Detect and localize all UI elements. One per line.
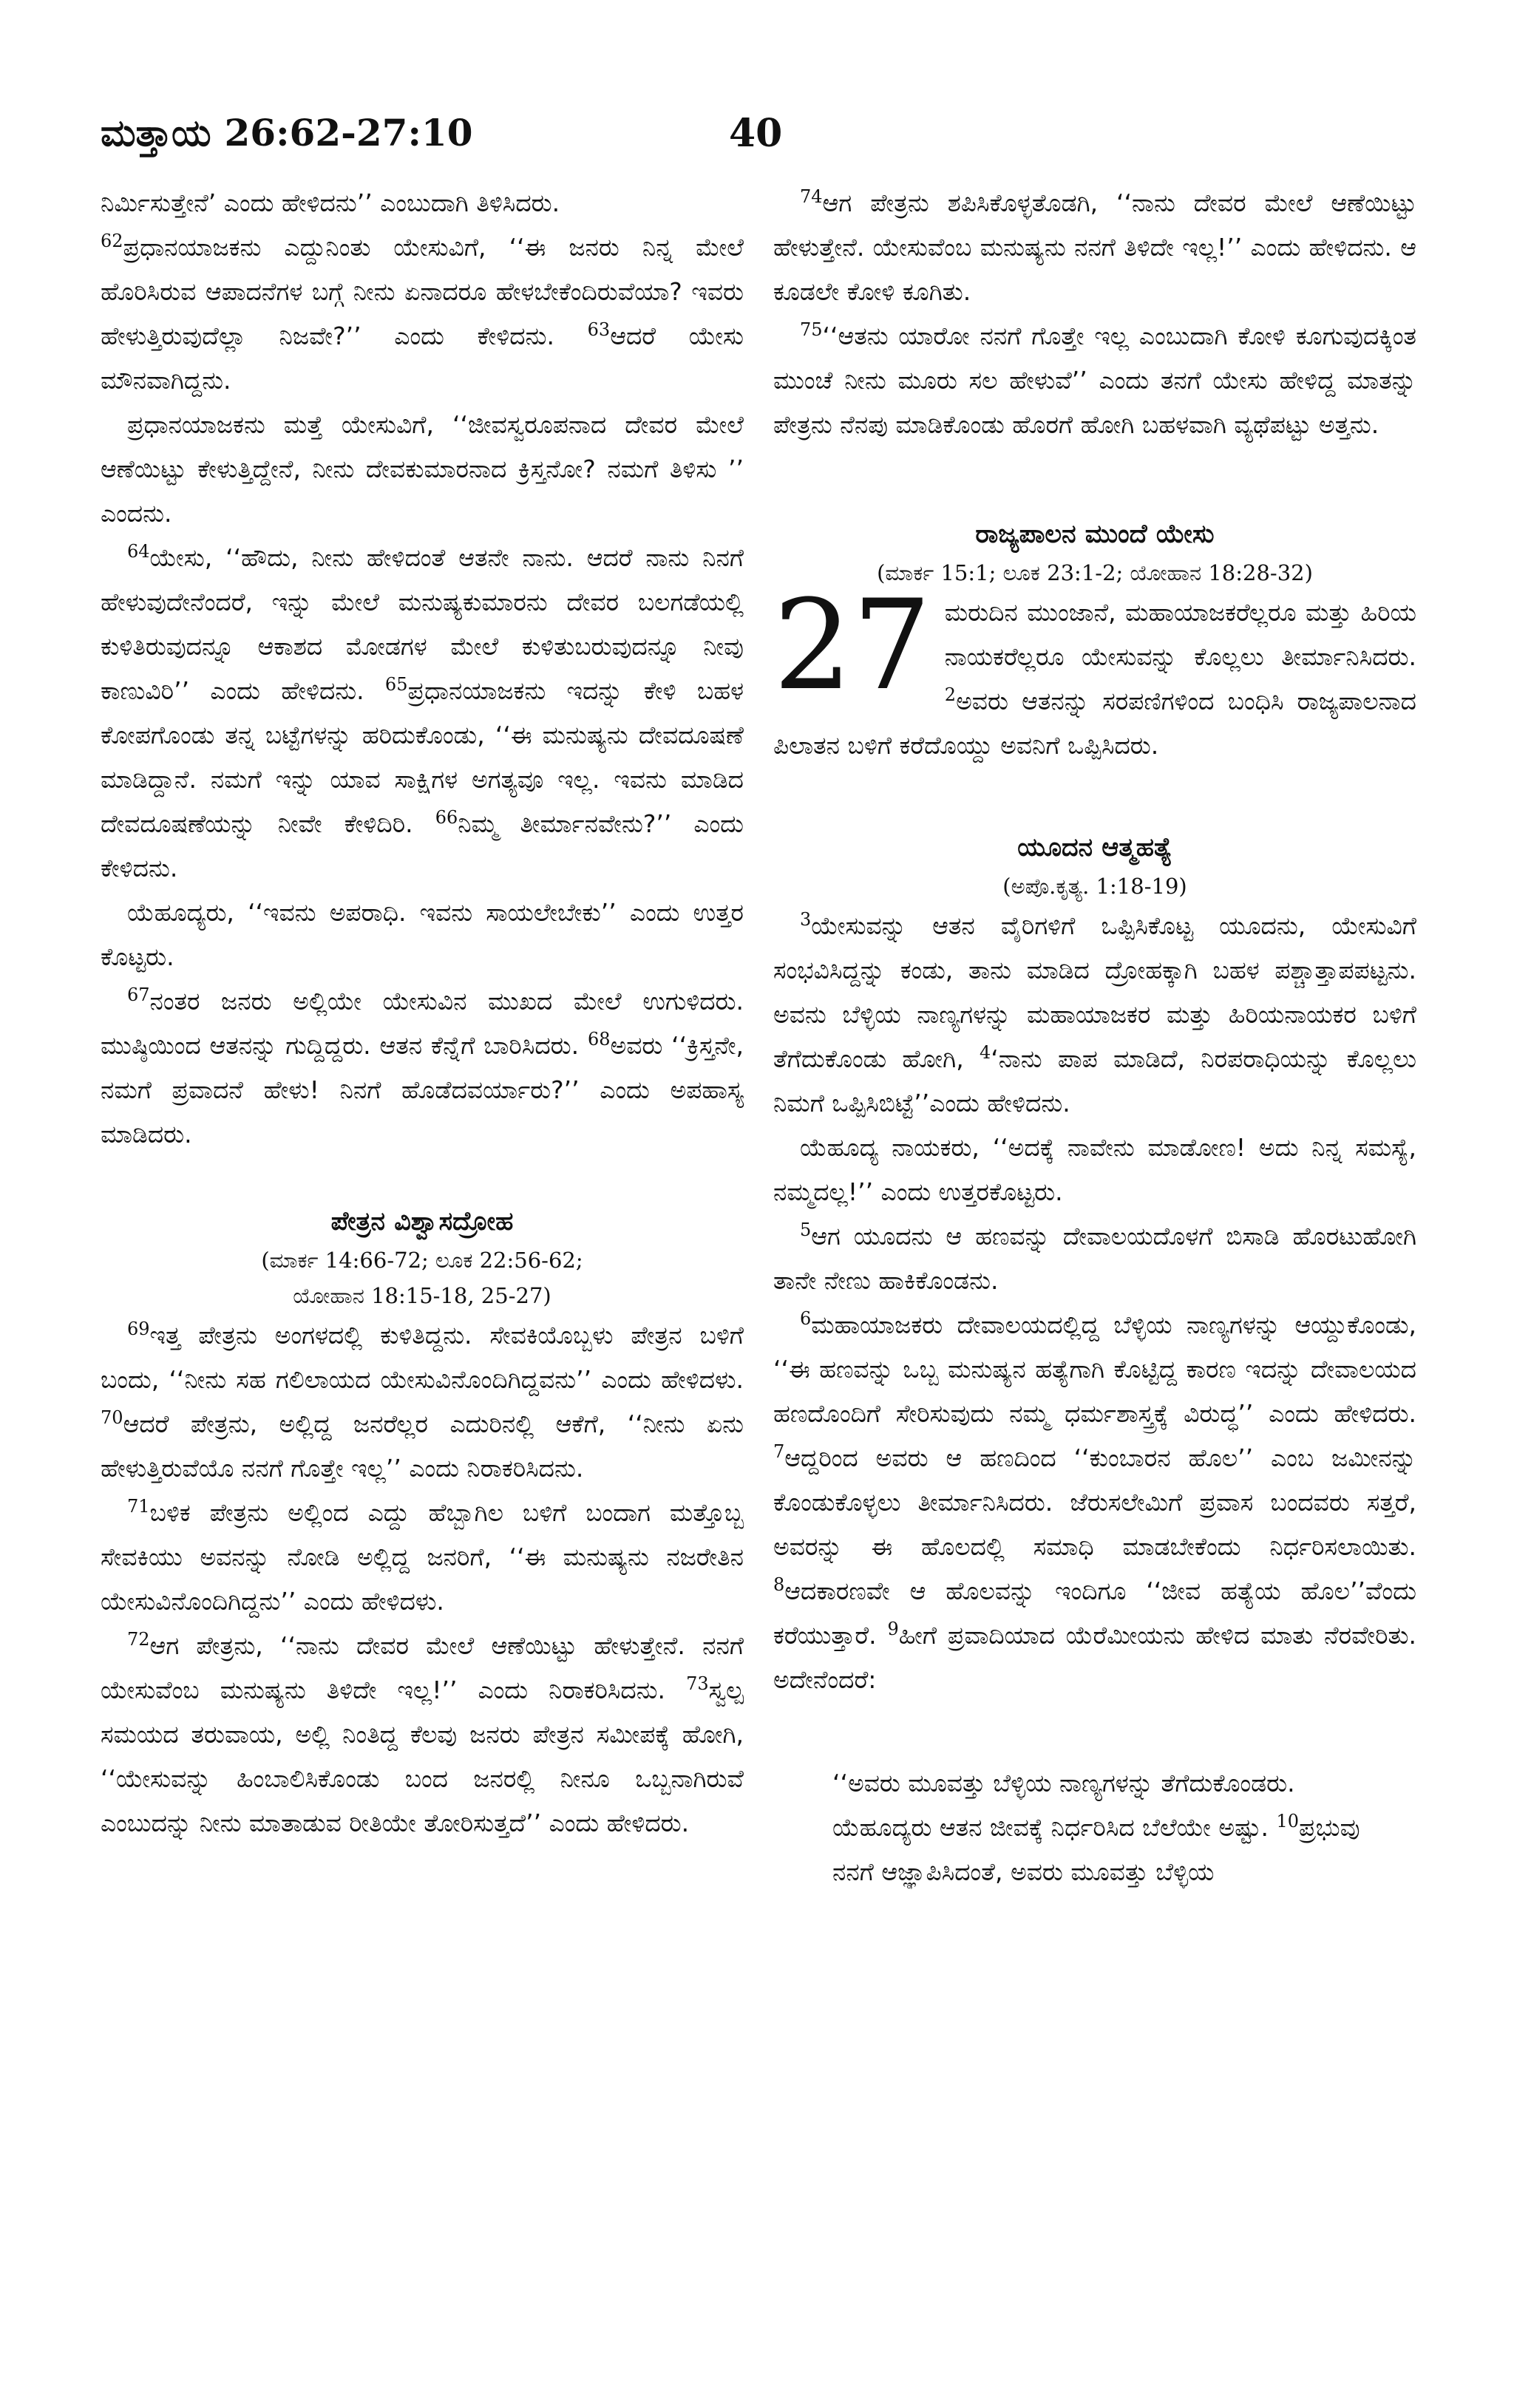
verse-text: ಹೀಗೆ ಪ್ರವಾದಿಯಾದ ಯೆರೆಮೀಯನು ಹೇಳಿದ ಮಾತು ನೆರವೇರಿತು. ಅದೇನೆಂದರೆ: xyxy=(773,1621,1416,1694)
verse-number: 7 xyxy=(773,1441,785,1462)
verse-number: 4 xyxy=(979,1042,991,1063)
section-heading: ರಾಜ್ಯಪಾಲನ ಮುಂದೆ ಯೇಸು xyxy=(975,520,1215,549)
paragraph: ನಿರ್ಮಿಸುತ್ತೇನೆ’ ಎಂದು ಹೇಳಿದನು’’ ಎಂಬುದಾಗಿ ತಿಳಿಸಿದರು. xyxy=(101,188,560,217)
verse-text: ಆದಕಾರಣವೇ ಆ ಹೊಲವನ್ನು ಇಂದಿಗೂ ‘‘ಜೀವ ಹತ್ಯೆಯ ಹೊಲ’’ವೆಂದು ಕರೆಯುತ್ತಾರೆ. xyxy=(773,1577,1416,1650)
verse-number: 62 xyxy=(101,231,123,251)
verse-text: ಯೇಸು, ‘‘ಹೌದು, ನೀನು ಹೇಳಿದಂತೆ ಆತನೇ ನಾನು. ಆದರೆ ನಾನು ನಿನಗೆ ಹೇಳುವುದೇನೆಂದರೆ, ಇನ್ನು ಮೇಲೆ ಮನುಷ್ಯಕುಮಾರನು ದೇವರ ಬಲಗಡೆಯಲ್ಲಿ ಕುಳಿತಿರುವುದನ್ನೂ ಆಕಾಶದ ಮೋಡಗಳ ಮೇಲೆ ಕುಳಿತುಬರುವುದನ್ನೂ ನೀವು ಕಾಣುವಿರಿ’’ ಎಂದು ಹೇಳಿದನು. xyxy=(101,543,744,705)
running-head xyxy=(101,111,473,155)
verse-number: 67 xyxy=(127,984,150,1005)
verse-text: ಆಗ ಪೇತ್ರನು, ‘‘ನಾನು ದೇವರ ಮೇಲೆ ಆಣೆಯಿಟ್ಟು ಹೇಳುತ್ತೇನೆ. ನನಗೆ ಯೇಸುವೆಂಬ ಮನುಷ್ಯನು ತಿಳಿದೇ ಇಲ್ಲ!’’ ಎಂದು ನಿರಾಕರಿಸಿದನು. xyxy=(101,1631,744,1704)
verse-number: 66 xyxy=(435,807,458,828)
verse-69 xyxy=(101,1313,744,1491)
verse-text: ಆದರೆ ಯೇಸು ಮೌನವಾಗಿದ್ದನು. xyxy=(101,322,744,395)
verse-text: ನಿಮ್ಮ ತೀರ್ಮಾನವೇನು?’’ ಎಂದು ಕೇಳಿದನು. xyxy=(101,809,744,882)
verse-text: ಅವರು ಆತನನ್ನು ಸರಪಣಿಗಳಿಂದ ಬಂಧಿಸಿ ರಾಜ್ಯಪಾಲನಾದ ಪಿಲಾತನ ಬಳಿಗೆ ಕರೆದೊಯ್ದು ಅವನಿಗೆ ಒಪ್ಪಿಸಿದರು. xyxy=(773,687,1416,760)
chapter-number: 27 xyxy=(773,573,931,718)
page-header xyxy=(101,111,1416,170)
paragraph: ಪ್ರಧಾನಯಾಜಕನು ಮತ್ತೆ ಯೇಸುವಿಗೆ, ‘‘ಜೀವಸ್ವರೂಪನಾದ ದೇವರ ಮೇಲೆ ಆಣೆಯಿಟ್ಟು ಕೇಳುತ್ತಿದ್ದೇನೆ, ನೀನು ದೇವಕುಮಾರನಾದ ಕ್ರಿಸ್ತನೋ? ನಮಗೆ ತಿಳಿಸು ’’ ಎಂದನು. xyxy=(101,410,744,528)
cross-reference: (ಅಪೊ.ಕೃತ್ಯ. 1:18-19) xyxy=(1002,874,1187,899)
verse-text: ಬಳಿಕ ಪೇತ್ರನು ಅಲ್ಲಿಂದ ಎದ್ದು ಹೆಬ್ಬಾಗಿಲ ಬಳಿಗೆ ಬಂದಾಗ ಮತ್ತೊಬ್ಬ ಸೇವಕಿಯು ಅವನನ್ನು ನೋಡಿ ಅಲ್ಲಿದ್ದ ಜನರಿಗೆ, ‘‘ಈ ಮನುಷ್ಯನು ನಜರೇತಿನ ಯೇಸುವಿನೊಂದಿಗಿದ್ದನು’’ ಎಂದು ಹೇಳಿದಳು. xyxy=(101,1498,744,1616)
verse-number: 71 xyxy=(127,1496,150,1517)
verse-71 xyxy=(101,1491,744,1624)
verse-number: 70 xyxy=(101,1407,123,1428)
verse-text: ಆಗ ಯೂದನು ಆ ಹಣವನ್ನು ದೇವಾಲಯದೊಳಗೆ ಬಿಸಾಡಿ ಹೊರಟುಹೋಗಿ ತಾನೇ ನೇಣು ಹಾಕಿಕೊಂಡನು. xyxy=(773,1222,1416,1295)
cross-reference: (ಮಾರ್ಕ 14:66-72; ಲೂಕ 22:56-62; xyxy=(261,1248,583,1273)
verse-number: 63 xyxy=(587,319,611,340)
verse-number: 75 xyxy=(800,319,823,340)
verse-number: 9 xyxy=(887,1619,899,1639)
paragraph: ಯೆಹೂದ್ಯ ನಾಯಕರು, ‘‘ಅದಕ್ಕೆ ನಾವೇನು ಮಾಡೋಣ! ಅದು ನಿನ್ನ ಸಮಸ್ಯೆ, ನಮ್ಮದಲ್ಲ!’’ ಎಂದು ಉತ್ತರಕೊಟ್ಟರು. xyxy=(773,1133,1416,1206)
verse-text: ಪ್ರಧಾನಯಾಜಕನು ಇದನ್ನು ಕೇಳಿ ಬಹಳ ಕೋಪಗೊಂಡು ತನ್ನ ಬಟ್ಟೆಗಳನ್ನು ಹರಿದುಕೊಂಡು, ‘‘ಈ ಮನುಷ್ಯನು ದೇವದೂಷಣೆ ಮಾಡಿದ್ದಾನೆ. ನಮಗೆ ಇನ್ನು ಯಾವ ಸಾಕ್ಷಿಗಳ ಅಗತ್ಯವೂ ಇಲ್ಲ. ಇವನು ಮಾಡಿದ ದೇವದೂಷಣೆಯನ್ನು ನೀವೇ ಕೇಳಿದಿರಿ. xyxy=(101,676,744,838)
verse-67 xyxy=(101,979,744,1157)
quote-text xyxy=(832,1761,1372,1894)
verse-number: 3 xyxy=(800,909,812,930)
verse-text: ಯೇಸುವನ್ನು ಆತನ ವೈರಿಗಳಿಗೆ ಒಪ್ಪಿಸಿಕೊಟ್ಟ ಯೂದನು, ಯೇಸುವಿಗೆ ಸಂಭವಿಸಿದ್ದನ್ನು ಕಂಡು, ತಾನು ಮಾಡಿದ ದ್ರೋಹಕ್ಕಾಗಿ ಬಹಳ ಪಶ್ಚಾತ್ತಾಪಪಟ್ಟನು. ಅವನು ಬೆಳ್ಳಿಯ ನಾಣ್ಯಗಳನ್ನು ಮಹಾಯಾಜಕರ ಮತ್ತು ಹಿರಿಯನಾಯಕರ ಬಳಿಗೆ ತೆಗೆದುಕೊಂಡು ಹೋಗಿ, xyxy=(773,911,1416,1073)
cross-reference: ಯೋಹಾನ 18:15-18, 25-27) xyxy=(293,1283,551,1308)
page-number: 40 xyxy=(729,111,783,156)
quote-line: ‘‘ಅವರು ಮೂವತ್ತು ಬೆಳ್ಳಿಯ ನಾಣ್ಯಗಳನ್ನು ತೆಗೆದುಕೊಂಡರು. ಯೆಹೂದ್ಯರು ಆತನ ಜೀವಕ್ಕೆ ನಿರ್ಧರಿಸಿದ ಬೆಲೆಯೇ ಅಷ್ಟು. xyxy=(832,1769,1295,1842)
verse-number: 68 xyxy=(587,1029,611,1050)
chapter-opening xyxy=(773,573,1416,768)
verse-text: ನಂತರ ಜನರು ಅಲ್ಲಿಯೇ ಯೇಸುವಿನ ಮುಖದ ಮೇಲೆ ಉಗುಳಿದರು. ಮುಷ್ಠಿಯಿಂದ ಆತನನ್ನು ಗುದ್ದಿದ್ದರು. ಆತನ ಕೆನ್ನೆಗೆ ಬಾರಿಸಿದರು. xyxy=(101,987,744,1060)
verse-6 xyxy=(773,1303,1416,1702)
verse-number: 10 xyxy=(1276,1811,1299,1831)
verse-number: 69 xyxy=(127,1319,150,1339)
left-column xyxy=(101,181,744,1846)
verse-text: ಪ್ರಧಾನಯಾಜಕನು ಎದ್ದುನಿಂತು ಯೇಸುವಿಗೆ, ‘‘ಈ ಜನರು ನಿನ್ನ ಮೇಲೆ ಹೊರಿಸಿರುವ ಆಪಾದನೆಗಳ ಬಗ್ಗೆ ನೀನು ಏನಾದರೂ ಹೇಳಬೇಕೆಂದಿರುವೆಯಾ? ಇವರು ಹೇಳುತ್ತಿರುವುದೆಲ್ಲಾ ನಿಜವೇ?’’ ಎಂದು ಕೇಳಿದನು. xyxy=(101,233,744,350)
verse-3 xyxy=(773,904,1416,1126)
verse-text: ಅವರು ‘‘ಕ್ರಿಸ್ತನೇ, ನಮಗೆ ಪ್ರವಾದನೆ ಹೇಳು! ನಿನಗೆ ಹೊಡೆದವರ್ಯಾರು?’’ ಎಂದು ಅಪಹಾಸ್ಯ ಮಾಡಿದರು. xyxy=(101,1031,744,1149)
verse-text: ಮರುದಿನ ಮುಂಜಾನೆ, ಮಹಾಯಾಜಕರೆಲ್ಲರೂ ಮತ್ತು ಹಿರಿಯ ನಾಯಕರೆಲ್ಲರೂ ಯೇಸುವನ್ನು ಕೊಲ್ಲಲು ತೀರ್ಮಾನಿಸಿದರು. xyxy=(944,598,1416,671)
verse-64 xyxy=(101,536,744,891)
section-heading: ಯೂದನ ಆತ್ಮಹತ್ಯೆ xyxy=(1017,833,1172,863)
verse-number: 73 xyxy=(686,1673,709,1694)
verse-74 xyxy=(773,181,1416,314)
verse-text: ಆದರೆ ಪೇತ್ರನು, ಅಲ್ಲಿದ್ದ ಜನರೆಲ್ಲರ ಎದುರಿನಲ್ಲಿ ಆಕೆಗೆ, ‘‘ನೀನು ಏನು ಹೇಳುತ್ತಿರುವೆಯೊ ನನಗೆ ಗೊತ್ತೇ ಇಲ್ಲ’’ ಎಂದು ನಿರಾಕರಿಸಿದನು. xyxy=(101,1409,744,1483)
verse-72 xyxy=(101,1624,744,1846)
verse-text: ಮಹಾಯಾಜಕರು ದೇವಾಲಯದಲ್ಲಿದ್ದ ಬೆಳ್ಳಿಯ ನಾಣ್ಯಗಳನ್ನು ಆಯ್ದುಕೊಂಡು, ‘‘ಈ ಹಣವನ್ನು ಒಬ್ಬ ಮನುಷ್ಯನ ಹತ್ಯೆಗಾಗಿ ಕೊಟ್ಟಿದ್ದ ಕಾರಣ ಇದನ್ನು ದೇವಾಲಯದ ಹಣದೊಂದಿಗೆ ಸೇರಿಸುವುದು ನಮ್ಮ ಧರ್ಮಶಾಸ್ತ್ರಕ್ಕೆ ವಿರುದ್ಧ’’ ಎಂದು ಹೇಳಿದರು. xyxy=(773,1310,1416,1428)
verse-75 xyxy=(773,314,1416,447)
verse-62 xyxy=(101,225,744,403)
verse-number: 72 xyxy=(127,1629,150,1650)
section-heading: ಪೇತ್ರನ ವಿಶ್ವಾಸದ್ರೋಹ xyxy=(330,1207,514,1237)
verse-text: ‘ನಾನು ಪಾಪ ಮಾಡಿದೆ, ನಿರಪರಾಧಿಯನ್ನು ಕೊಲ್ಲಲು ನಿಮಗೆ ಒಪ್ಪಿಸಿಬಿಟ್ಟೆ’’ಎಂದು ಹೇಳಿದನು. xyxy=(773,1044,1416,1118)
verse-number: 6 xyxy=(800,1308,812,1329)
verse-text: ಆಗ ಪೇತ್ರನು ಶಪಿಸಿಕೊಳ್ಳತೊಡಗಿ, ‘‘ನಾನು ದೇವರ ಮೇಲೆ ಆಣೆಯಿಟ್ಟು ಹೇಳುತ್ತೇನೆ. ಯೇಸುವೆಂಬ ಮನುಷ್ಯನು ನನಗೆ ತಿಳಿದೇ ಇಲ್ಲ!’’ ಎಂದು ಹೇಳಿದನು. ಆ ಕೂಡಲೇ ಕೋಳಿ ಕೂಗಿತು. xyxy=(773,188,1416,306)
verse-number: 64 xyxy=(127,541,150,562)
verse-text: ಸ್ವಲ್ಪ ಸಮಯದ ತರುವಾಯ, ಅಲ್ಲಿ ನಿಂತಿದ್ದ ಕೆಲವು ಜನರು ಪೇತ್ರನ ಸಮೀಪಕ್ಕೆ ಹೋಗಿ, ‘‘ಯೇಸುವನ್ನು ಹಿಂಬಾಲಿಸಿಕೊಂಡು ಬಂದ ಜನರಲ್ಲಿ ನೀನೂ ಒಬ್ಬನಾಗಿರುವೆ ಎಂಬುದನ್ನು ನೀನು ಮಾತಾಡುವ ರೀತಿಯೇ ತೋರಿಸುತ್ತದೆ’’ ಎಂದು ಹೇಳಿದರು. xyxy=(101,1676,744,1837)
verse-5 xyxy=(773,1214,1416,1303)
quote-line: ಪ್ರಭುವು ನನಗೆ ಆಜ್ಞಾಪಿಸಿದಂತೆ, ಅವರು ಮೂವತ್ತು ಬೆಳ್ಳಿಯ xyxy=(832,1813,1360,1886)
verse-text: ಆದ್ದರಿಂದ ಅವರು ಆ ಹಣದಿಂದ ‘‘ಕುಂಬಾರನ ಹೊಲ’’ ಎಂಬ ಜಮೀನನ್ನು ಕೊಂಡುಕೊಳ್ಳಲು ತೀರ್ಮಾನಿಸಿದರು. ಜೆರುಸಲೇಮಿಗೆ ಪ್ರವಾಸ ಬಂದವರು ಸತ್ತರೆ, ಅವರನ್ನು ಈ ಹೊಲದಲ್ಲಿ ಸಮಾಧಿ ಮಾಡಬೇಕೆಂದು ನಿರ್ಧರಿಸಲಾಯಿತು. xyxy=(773,1443,1416,1561)
verse-number: 5 xyxy=(800,1220,812,1240)
cross-reference: (ಮಾರ್ಕ 15:1; ಲೂಕ 23:1-2; ಯೋಹಾನ 18:28-32) xyxy=(877,560,1313,585)
verse-number: 74 xyxy=(800,186,823,207)
verse-number: 65 xyxy=(384,674,408,695)
verse-text: ‘‘ಆತನು ಯಾರೋ ನನಗೆ ಗೊತ್ತೇ ಇಲ್ಲ ಎಂಬುದಾಗಿ ಕೋಳಿ ಕೂಗುವುದಕ್ಕಿಂತ ಮುಂಚೆ ನೀನು ಮೂರು ಸಲ ಹೇಳುವೆ’’ ಎಂದು ತನಗೆ ಯೇಸು ಹೇಳಿದ್ದ ಮಾತನ್ನು ಪೇತ್ರನು ನೆನಪು ಮಾಡಿಕೊಂಡು ಹೊರಗೆ ಹೋಗಿ ಬಹಳವಾಗಿ ವ್ಯಥೆಪಟ್ಟು ಅತ್ತನು. xyxy=(773,322,1416,439)
chapter-reference: 26:62-27:10 xyxy=(224,111,473,154)
verse-number: 8 xyxy=(773,1574,785,1595)
verse-text: ಇತ್ತ ಪೇತ್ರನು ಅಂಗಳದಲ್ಲಿ ಕುಳಿತಿದ್ದನು. ಸೇವಕಿಯೊಬ್ಬಳು ಪೇತ್ರನ ಬಳಿಗೆ ಬಂದು, ‘‘ನೀನು ಸಹ ಗಲಿಲಾಯದ ಯೇಸುವಿನೊಂದಿಗಿದ್ದವನು’’ ಎಂದು ಹೇಳಿದಳು. xyxy=(101,1321,744,1394)
poetry-quote xyxy=(832,1761,1372,1894)
right-column xyxy=(773,181,1416,1894)
paragraph: ಯೆಹೂದ್ಯರು, ‘‘ಇವನು ಅಪರಾಧಿ. ಇವನು ಸಾಯಲೇಬೇಕು’’ ಎಂದು ಉತ್ತರ ಕೊಟ್ಟರು. xyxy=(101,898,744,971)
verse-number: 2 xyxy=(944,684,957,705)
book-name: ಮತ್ತಾಯ xyxy=(101,112,211,154)
